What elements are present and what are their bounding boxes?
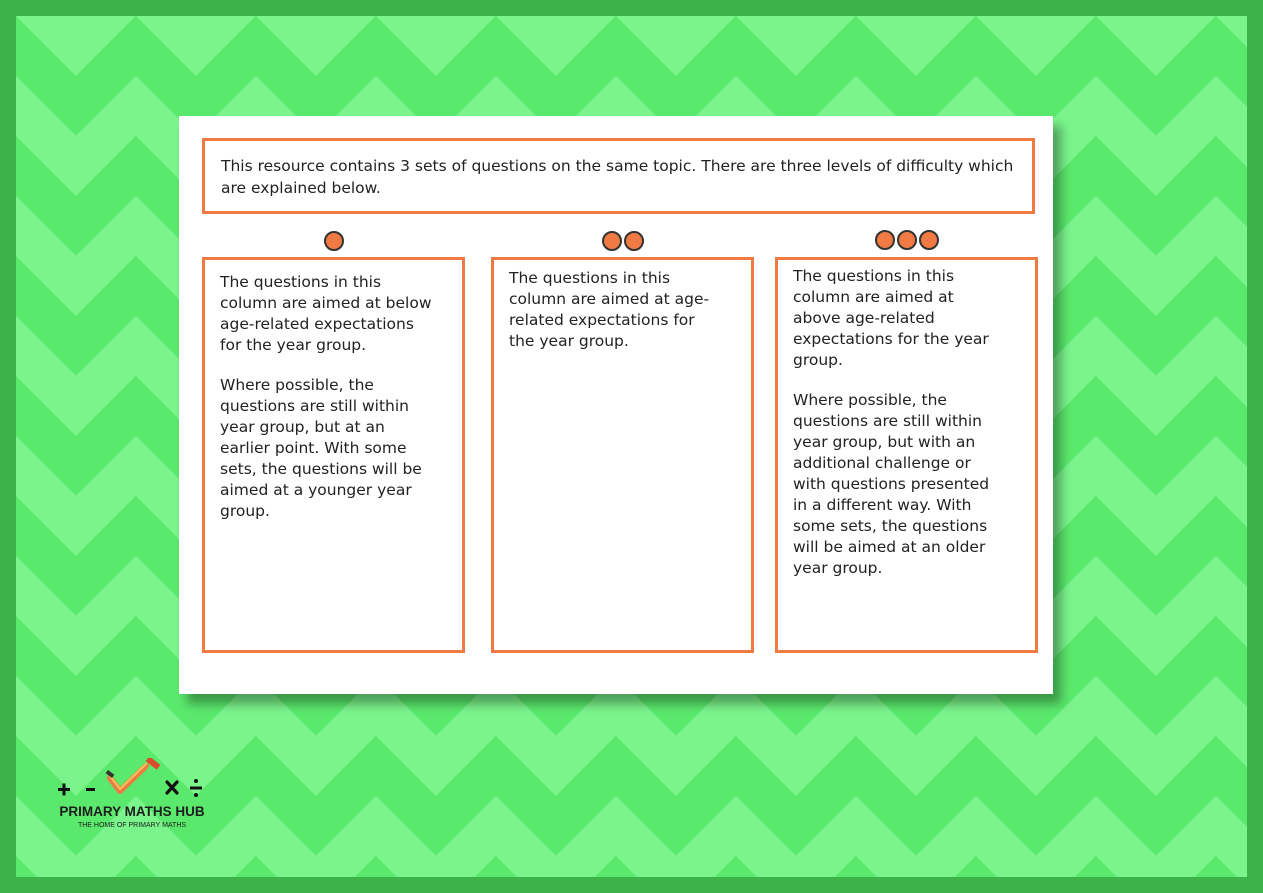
column-level-1	[202, 257, 465, 653]
column-1-paragraph-2: Where possible, the questions are still within year group, but at an earlier point. With some sets, the questions will be aimed at a younger year group.	[220, 376, 422, 520]
logo-symbols-icon	[54, 758, 214, 798]
difficulty-dot-icon	[897, 230, 917, 250]
difficulty-level-1-dots	[202, 231, 465, 253]
column-level-2	[491, 257, 754, 653]
column-level-3	[775, 257, 1038, 653]
difficulty-dot-icon	[324, 231, 344, 251]
checkmark-pencil-icon	[106, 758, 161, 791]
intro-text: This resource contains 3 sets of questions on the same topic. There are three levels of difficulty which are explained below.	[221, 157, 1014, 197]
primary-maths-hub-logo	[44, 754, 220, 834]
difficulty-level-3-dots	[775, 230, 1038, 252]
difficulty-dot-icon	[875, 230, 895, 250]
column-1-paragraph-1: The questions in this column are aimed at below age-related expectations for the year group.	[220, 273, 432, 354]
divide-icon	[190, 779, 202, 797]
difficulty-dot-icon	[624, 231, 644, 251]
logo-name: PRIMARY MATHS HUB	[59, 804, 205, 819]
column-2-paragraph-1: The questions in this column are aimed at age- related expectations for the year group.	[509, 269, 710, 350]
column-3-paragraph-2: Where possible, the questions are still within year group, but with an additional challenge or with questions presented in a different way. With some sets, the questions will be aimed at an older year group.	[793, 391, 990, 577]
intro-box	[202, 138, 1035, 214]
logo-tagline: THE HOME OF PRIMARY MATHS	[77, 822, 187, 829]
times-icon	[167, 782, 177, 793]
difficulty-dot-icon	[919, 230, 939, 250]
resource-slide	[179, 116, 1053, 694]
difficulty-level-2-dots	[491, 231, 754, 253]
column-3-paragraph-1: The questions in this column are aimed at above age-related expectations for the year group.	[793, 267, 989, 369]
difficulty-dot-icon	[602, 231, 622, 251]
plus-icon	[58, 784, 70, 796]
minus-icon	[86, 788, 95, 791]
